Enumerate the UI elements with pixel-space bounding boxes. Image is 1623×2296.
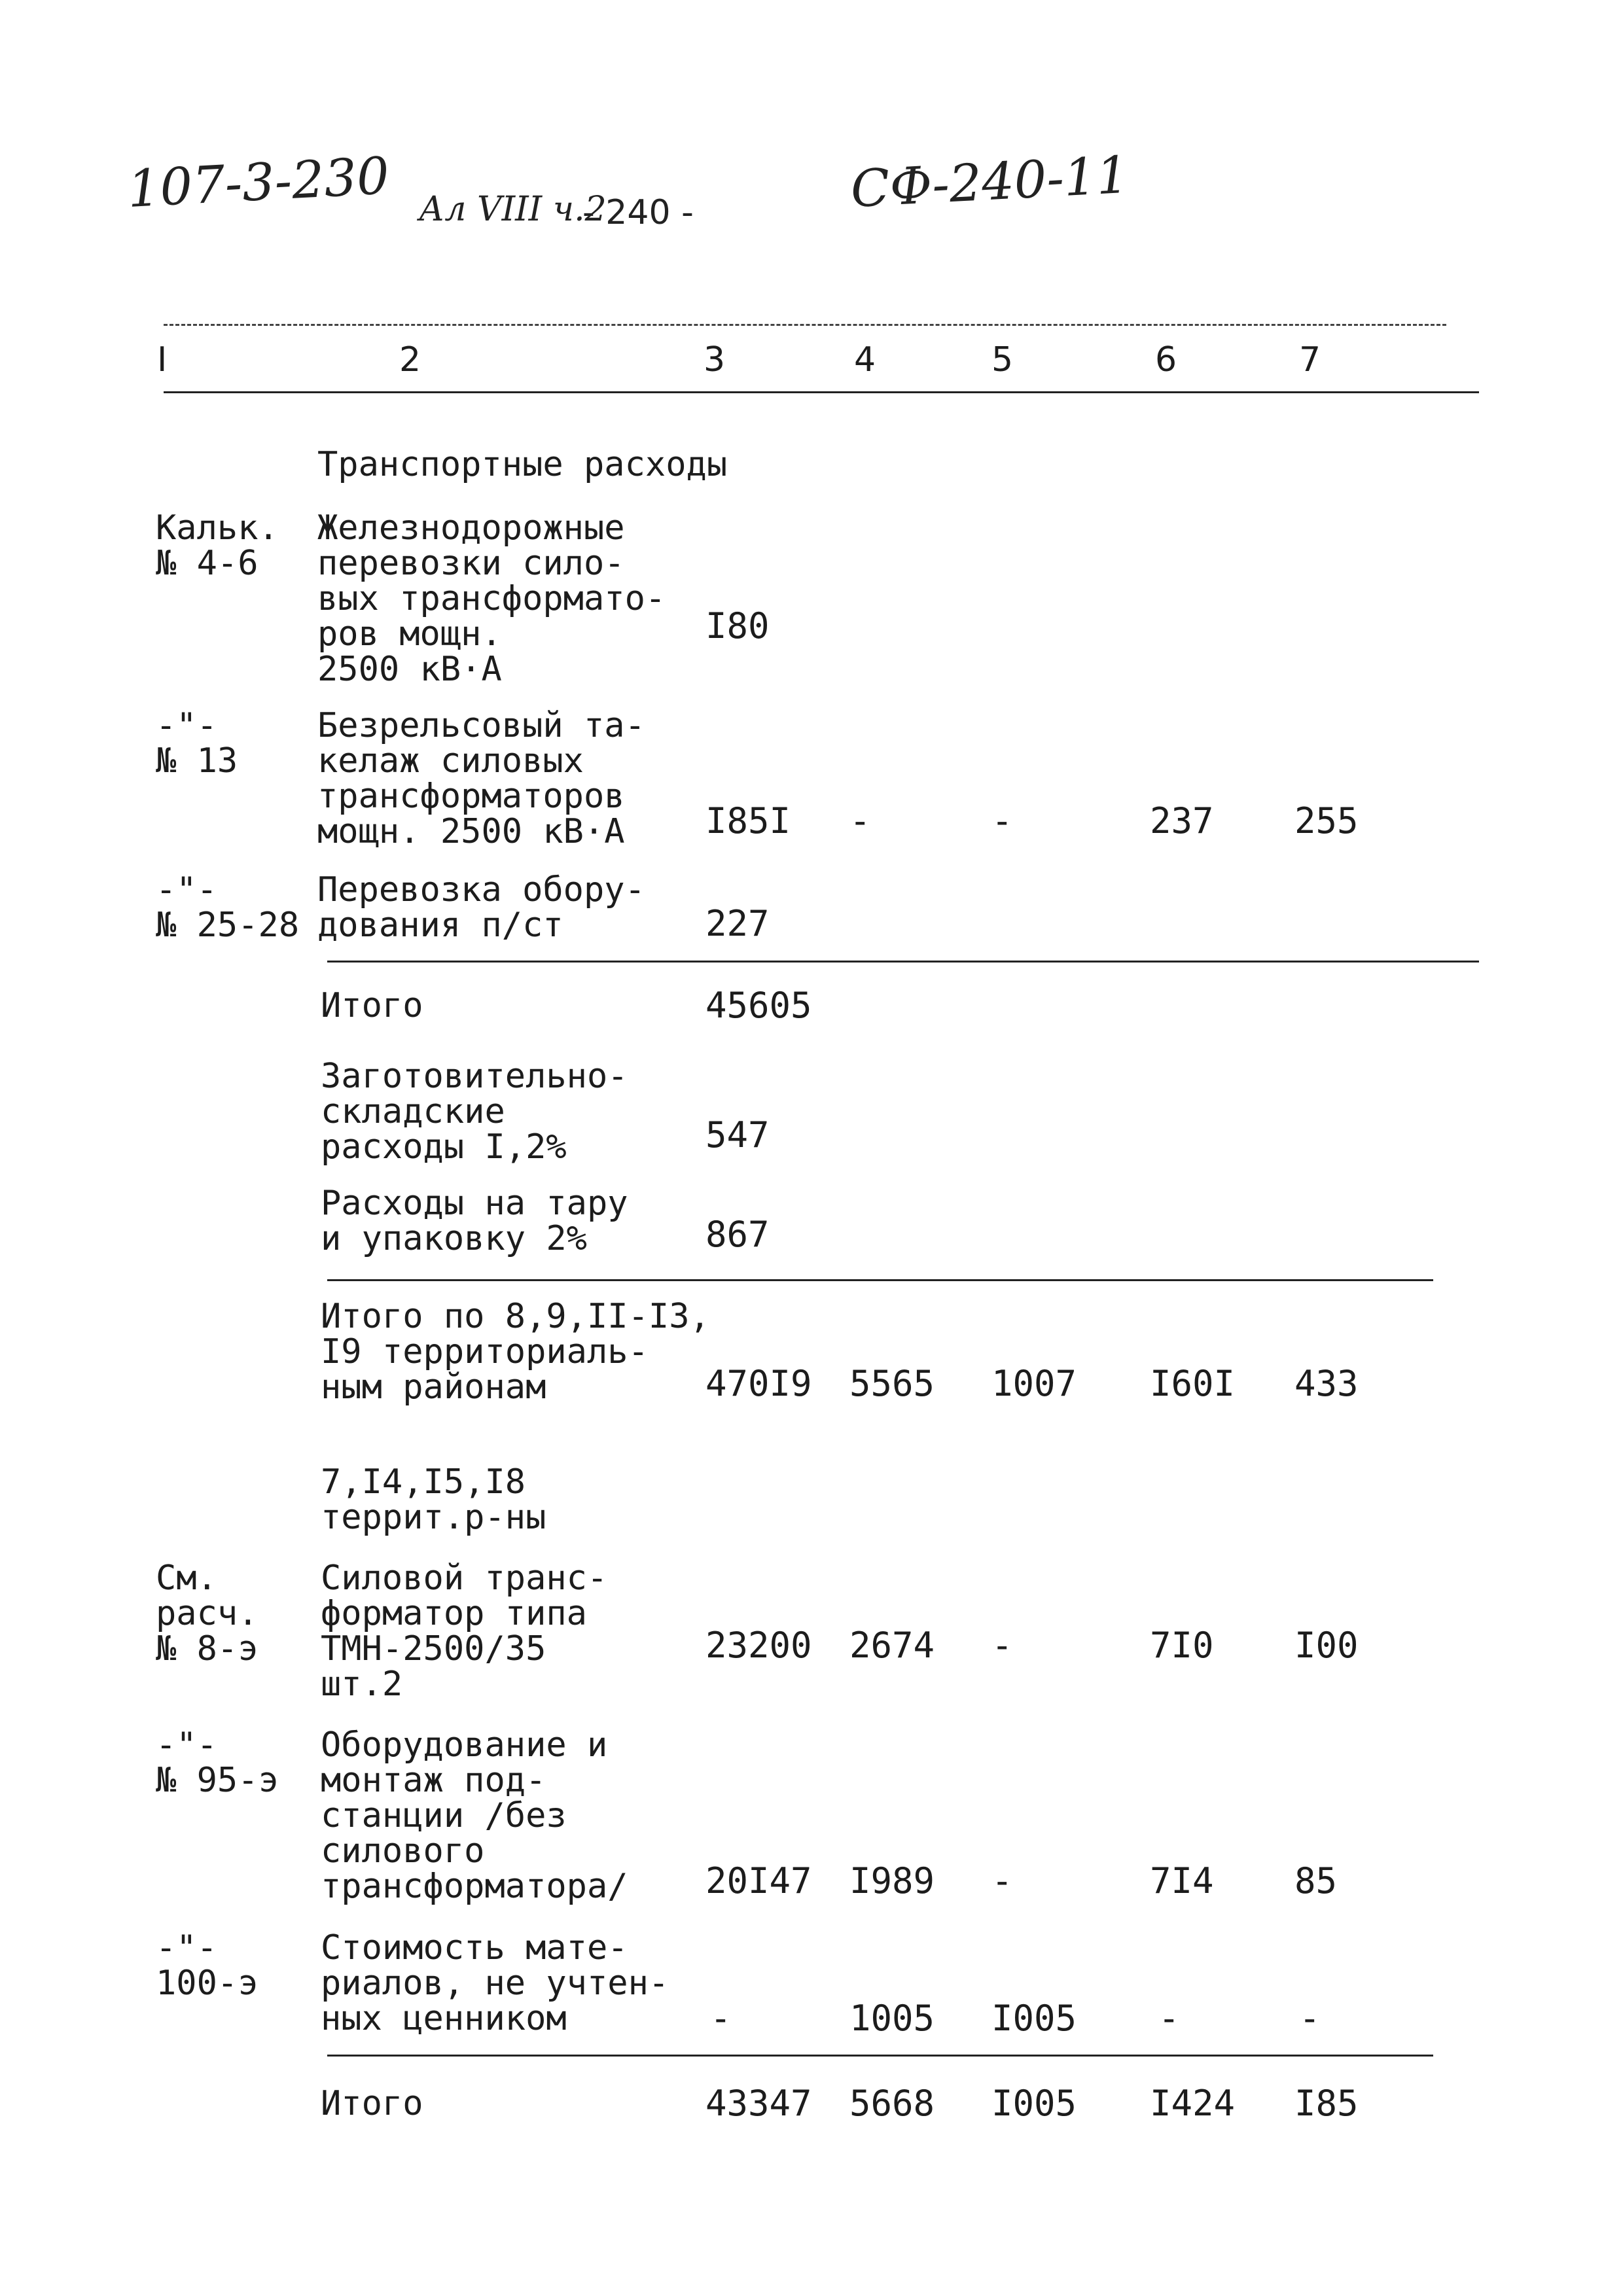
regional-total-col4: 5565 — [849, 1363, 935, 1404]
subtotal-rule — [327, 961, 1479, 963]
col-header-3: 3 — [704, 340, 726, 380]
row-col6-value: 237 — [1150, 800, 1214, 841]
col-header-4: 4 — [854, 340, 876, 380]
col-header-1: I — [157, 340, 168, 380]
row-col7-value: - — [1299, 1998, 1321, 2039]
row-col7-value: 255 — [1294, 800, 1359, 841]
row-ref: -"- № 13 — [156, 706, 238, 781]
col-header-6: 6 — [1155, 340, 1177, 380]
procurement-costs-label: Заготовительно- складские расходы I,2% — [321, 1057, 628, 1167]
regional-total-col7: 433 — [1294, 1363, 1359, 1404]
row-description: Оборудование и монтаж под- станции /без силового трансформатора/ — [321, 1725, 628, 1906]
final-total-col5: I005 — [991, 2083, 1077, 2124]
row-col5-value: I005 — [991, 1998, 1077, 2039]
col-header-5: 5 — [991, 340, 1014, 380]
row-col3-value: 23200 — [705, 1625, 812, 1666]
page-number: - 240 - — [582, 193, 694, 232]
final-total-label: Итого — [321, 2084, 423, 2123]
row-col3-value: I80 — [705, 605, 770, 646]
row-col5-value: - — [991, 800, 1013, 841]
row-col3-value: 227 — [705, 903, 770, 944]
final-total-col3: 43347 — [705, 2083, 812, 2124]
regional-total-col6: I60I — [1150, 1363, 1236, 1404]
subtotal-col3-value: 45605 — [705, 985, 812, 1026]
row-col7-value: I00 — [1294, 1625, 1359, 1666]
row-col3-value: - — [710, 1998, 732, 2039]
subtotal-label: Итого — [321, 986, 423, 1025]
header-bottom-rule — [164, 391, 1479, 393]
row-col6-value: 7I0 — [1150, 1625, 1214, 1666]
row-col5-value: - — [991, 1860, 1013, 1901]
row-col4-value: I989 — [849, 1860, 935, 1901]
col-header-2: 2 — [399, 340, 421, 380]
row-ref: -"- № 25-28 — [156, 870, 300, 945]
row-ref: -"- № 95-э — [156, 1725, 279, 1800]
final-total-col6: I424 — [1150, 2083, 1236, 2124]
row-description: Силовой транс- форматор типа ТМН-2500/35 шт.2 — [321, 1559, 608, 1704]
section-title: Транспортные расходы — [317, 445, 728, 484]
row-col6-value: 7I4 — [1150, 1860, 1214, 1901]
row-col5-value: - — [991, 1625, 1013, 1666]
row-description: Перевозка обору- дования п/ст — [317, 870, 645, 945]
final-total-col7: I85 — [1294, 2083, 1359, 2124]
final-total-col4: 5668 — [849, 2083, 935, 2124]
row-ref: Кальк. № 4-6 — [156, 508, 279, 583]
row-description: Безрельсовый та- келаж силовых трансформаторов мощн. 2500 кВ·А — [317, 706, 645, 851]
sheet-code: СФ-240-11 — [849, 145, 1131, 219]
regional-total-col3: 470I9 — [705, 1363, 812, 1404]
col-header-7: 7 — [1299, 340, 1321, 380]
packaging-costs-label: Расходы на тару и упаковку 2% — [321, 1184, 628, 1258]
subsection-title: 7,I4,I5,I8 террит.р-ны — [321, 1462, 546, 1537]
packaging-costs-value: 867 — [705, 1214, 770, 1255]
document-code: 107-3-230 — [126, 147, 391, 219]
row-col3-value: I85I — [705, 800, 791, 841]
header-top-rule — [164, 324, 1446, 326]
final-total-rule — [327, 2055, 1433, 2057]
row-col4-value: 2674 — [849, 1625, 935, 1666]
row-col7-value: 85 — [1294, 1860, 1338, 1901]
row-ref: -"- 100-э — [156, 1928, 259, 2003]
row-col6-value: - — [1158, 1998, 1180, 2039]
row-description: Железнодорожные перевозки сило- вых трансформато- ров мощн. 2500 кВ·А — [317, 508, 666, 689]
row-col4-value: - — [849, 800, 871, 841]
regional-total-label: Итого по 8,9,II-I3, I9 территориаль- ным районам — [321, 1297, 710, 1407]
regional-total-rule — [327, 1279, 1433, 1281]
album-reference: Ал VIII ч.2 — [419, 190, 607, 229]
row-ref: См. расч. № 8-э — [156, 1559, 259, 1669]
regional-total-col5: 1007 — [991, 1363, 1077, 1404]
row-description: Стоимость мате- риалов, не учтен- ных ценником — [321, 1928, 669, 2038]
row-col4-value: 1005 — [849, 1998, 935, 2039]
row-col3-value: 20I47 — [705, 1860, 812, 1901]
procurement-costs-value: 547 — [705, 1114, 770, 1156]
